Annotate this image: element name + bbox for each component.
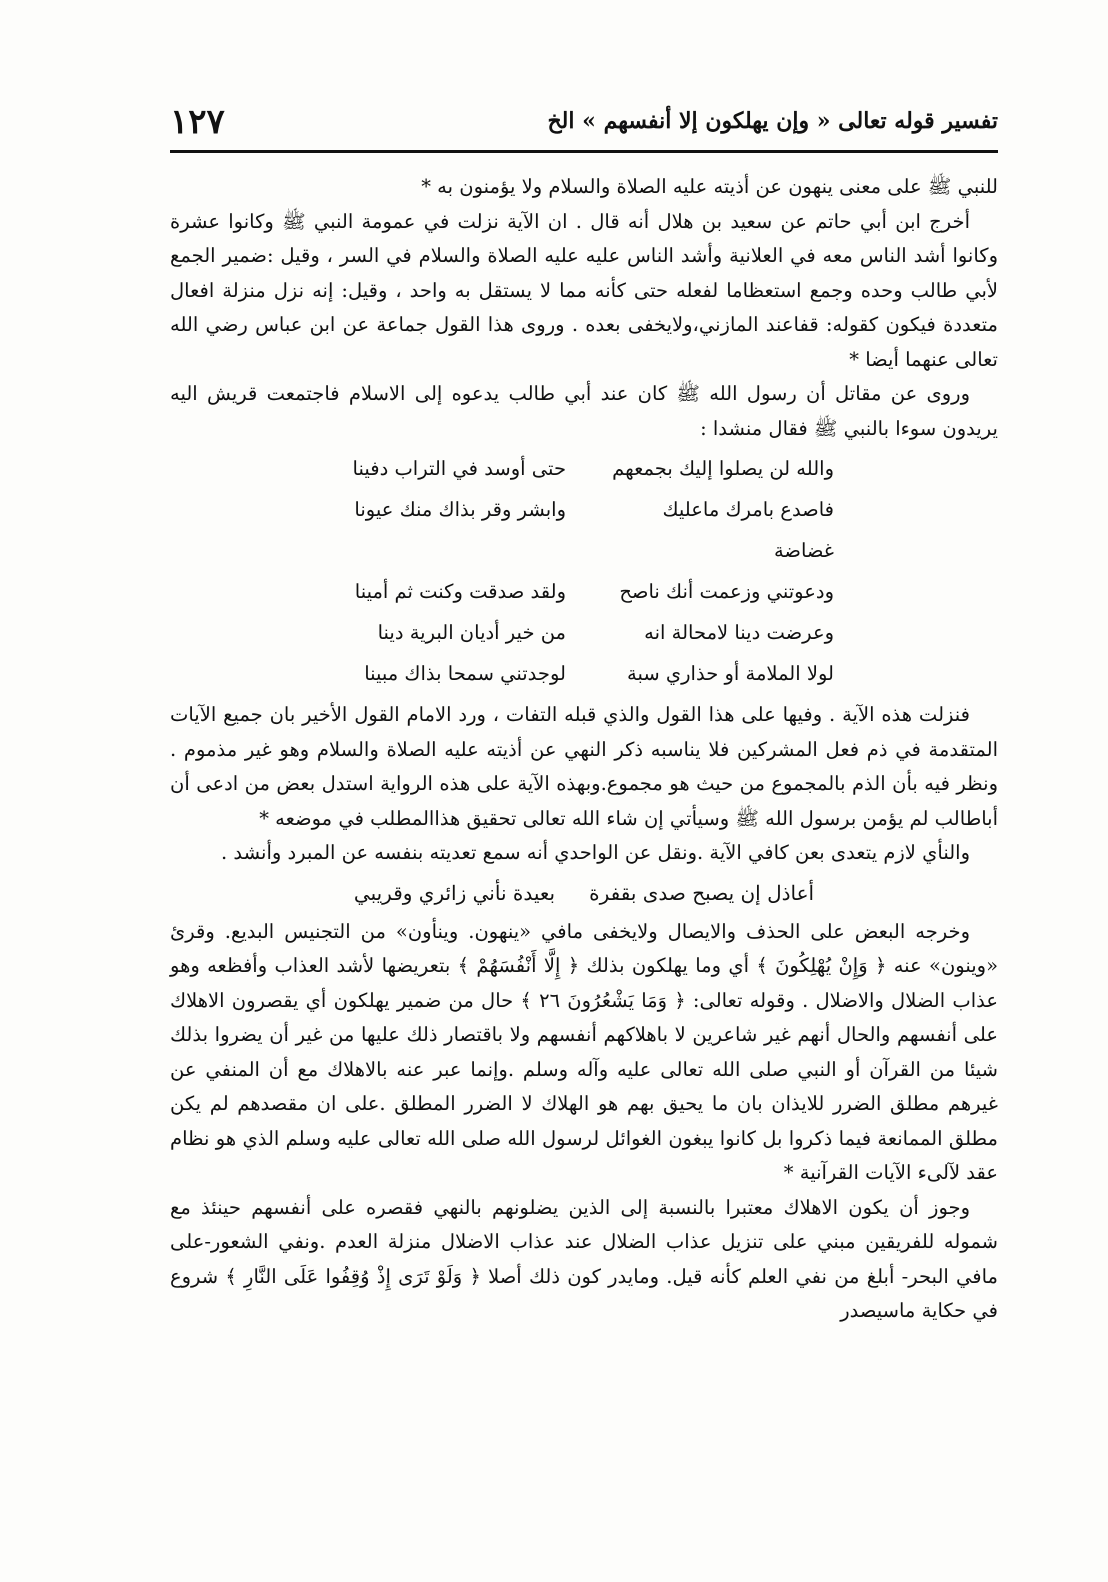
paragraph: وخرجه البعض على الحذف والايصال ولايخفى مافي «ينهون. وينأون» من التجنيس البديع. وقرئ «وينون» عنه ﴿ وَإِنْ يُهْلِكُونَ ﴾ أي وما يهلكون بذلك ﴿ إِلَّا أَنْفُسَهُمْ ﴾ بتعريضها لأشد العذاب وأفظعه وهو عذاب الضلال والاضلال . وقوله تعالى: ﴿ وَمَا يَشْعُرُونَ ٢٦ ﴾ حال من ضمير يهلكون أي يقصرون الاهلاك على أنفسهم والحال أنهم غير شاعرين لا باهلاكهم أنفسهم ولا باقتصار ذلك عليها من غير أن يضروا بذلك شيئا من القرآن أو النبي صلى الله تعالى عليه وآله وسلم .وإنما عبر عنه بالاهلاك مع أن المنفي عن غيرهم مطلق الضرر للايذان بان ما يحيق بهم هو الهلاك لا الضرر المطلق .على ان مقصدهم لم يكن مطلق الممانعة فيما ذكروا بل كانوا يبغون الغوائل لرسول الله صلى الله تعالى عليه وسلم الذي هو نظام عقد لآلىء الآيات القرآنية * xyxy=(170,919,998,1184)
paragraph: فنزلت هذه الآية . وفيها على هذا القول والذي قبله التفات ، ورد الامام القول الأخير بان جميع الآيات المتقدمة في ذم فعل المشركين فلا يناسبه ذكر النهي عن أذيته عليه الصلاة والسلام وهو غير مذموم . ونظر فيه بأن الذم بالمجموع من حيث هو مجموع.وبهذه الآية على هذه الرواية استدل بعض من ادعى أن أباطالب لم يؤمن برسول الله ﷺ وسيأتي إن شاء الله تعالى تحقيق هذاالمطلب في موضعه * xyxy=(170,703,998,830)
paragraph: أخرج ابن أبي حاتم عن سعيد بن هلال أنه قال . ان الآية نزلت في عمومة النبي ﷺ وكانوا عشرة وكانوا أشد الناس معه في العلانية وأشد الناس عليه عليه الصلاة والسلام في السر ، وقيل :ضمير الجمع لأبي طالب وحده وجمع استعظاما لفعله حتى كأنه مما لا يستقل به واحد ، وقيل: إنه نزل منزلة افعال متعددة فيكون كقوله: قفاعند المازني،ولايخفى بعده . وروى هذا القول جماعة عن ابن عباس رضي الله تعالى عنهما أيضا * xyxy=(170,209,998,371)
paragraph: وروى عن مقاتل أن رسول الله ﷺ كان عند أبي طالب يدعوه إلى الاسلام فاجتمعت قريش اليه يريدون سوءا بالنبي ﷺ فقال منشدا : xyxy=(170,382,998,440)
verse-first-hemistich: لولا الملامة أو حذاري سبة xyxy=(627,662,834,685)
paragraph: وجوز أن يكون الاهلاك معتبرا بالنسبة إلى الذين يضلونهم بالنهي فقصره على أنفسهم حينئذ مع شموله للفريقين مبني على تنزيل عذاب الضلال عند عذاب الاضلال منزلة العدم .ونفي الشعور-على مافي البحر- أبلغ من نفي العلم كأنه قيل. ومايدر كون ذلك أصلا ﴿ وَلَوْ تَرَى إِذْ وُقِفُوا عَلَى النَّارِ ﴾ شروع في حكاية ماسيصدر xyxy=(170,1195,998,1322)
body-text xyxy=(170,170,998,1329)
verse-first-hemistich: ودعوتني وزعمت أنك ناصح xyxy=(619,580,834,603)
header-rule xyxy=(170,150,998,153)
verse-first-hemistich: والله لن يصلوا إليك بجمعهم xyxy=(612,457,834,480)
verse-first-hemistich: أعاذل إن يصبح صدى بقفرة xyxy=(589,880,815,905)
page-number: ١٢٧ xyxy=(170,102,225,142)
verse-first-hemistich: وعرضت دينا لامحالة انه xyxy=(644,621,834,644)
paragraph: للنبي ﷺ على معنى ينهون عن أذيته عليه الصلاة والسلام ولا يؤمنون به * xyxy=(421,175,998,198)
quoted-verse xyxy=(170,873,998,913)
verse-second-hemistich: بعيدة نأني زائري وقريبي xyxy=(353,880,556,905)
paragraph: والنأي لازم يتعدى بعن كافي الآية .ونقل عن الواحدي أنه سمع تعديته بنفسه عن المبرد وأنشد . xyxy=(220,841,970,864)
verse-second-hemistich: من خير أديان البرية دينا xyxy=(377,621,566,644)
poem-verse xyxy=(170,448,998,489)
verse-second-hemistich: حتى أوسد في التراب دفينا xyxy=(352,457,566,480)
verse-second-hemistich: لوجدتني سمحا بذاك مبينا xyxy=(364,662,566,685)
poem-verse xyxy=(170,489,998,571)
poem-verse xyxy=(170,612,998,653)
verse-second-hemistich: وابشر وقر بذاك منك عيونا xyxy=(354,498,566,521)
running-title: تفسير قوله تعالى « وإن يهلكون إلا أنفسهم » الخ xyxy=(547,108,998,134)
verse-second-hemistich: ولقد صدقت وكنت ثم أمينا xyxy=(354,580,566,603)
verse-first-hemistich: فاصدع بامرك ماعليك غضاضة xyxy=(662,498,834,562)
poem-verse xyxy=(170,571,998,612)
poem xyxy=(170,448,998,694)
poem-verse xyxy=(170,653,998,694)
